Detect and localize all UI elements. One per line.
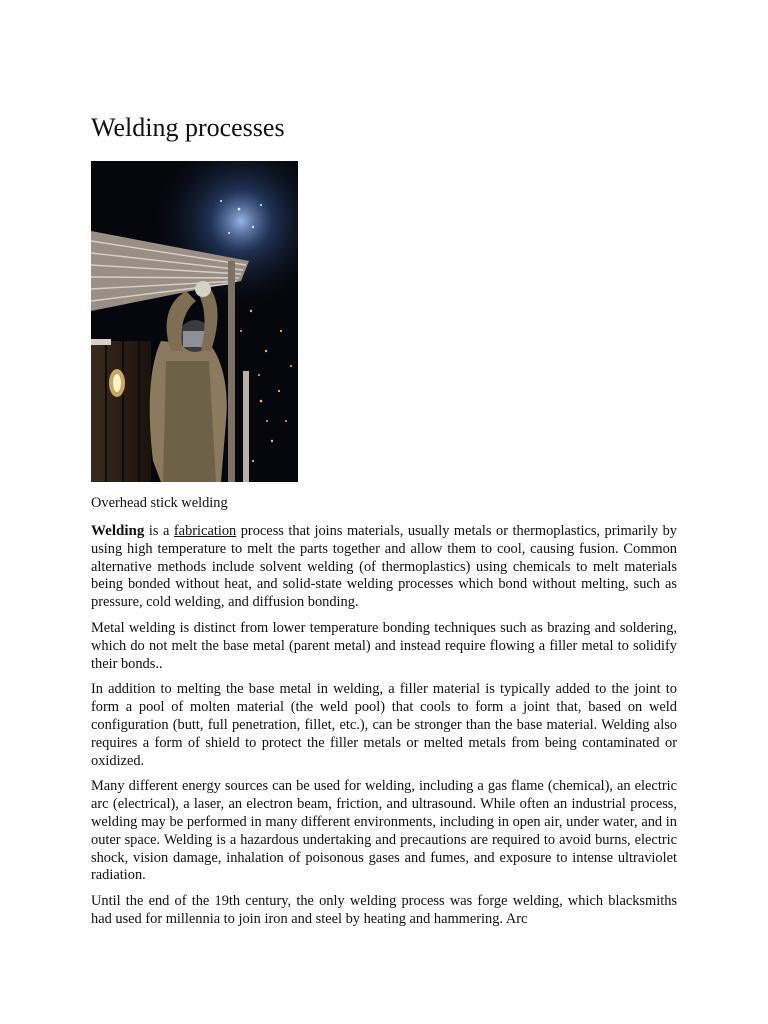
article-body bbox=[91, 523, 677, 937]
inline-text: is a bbox=[144, 523, 174, 539]
page-title: Welding processes bbox=[91, 113, 285, 142]
welder-photo-illustration bbox=[91, 161, 298, 482]
bold-term: Welding bbox=[91, 523, 145, 539]
fabrication-link[interactable]: fabrication bbox=[173, 523, 237, 539]
welder-photo bbox=[91, 161, 298, 482]
paragraph: Many different energy sources can be used for welding, including a gas flame (chemical), an electric arc (electrical), a laser, an electron beam, friction, and ultrasound. While often an industrial process, welding may be performed in many different environments, including in open air, under water, and in outer space. Welding is a hazardous undertaking and precautions are required to avoid burns, electric shock, vision damage, inhalation of poisonous gases and fumes, and exposure to intense ultraviolet radiation. bbox=[91, 778, 677, 884]
paragraph: Until the end of the 19th century, the only welding process was forge welding, which blacksmiths had used for millennia to join iron and steel by heating and hammering. Arc bbox=[91, 893, 677, 927]
inline-text: process that joins materials, usually metals or thermoplastics, primarily by using high temperature to melt the parts together and allow them to cool, causing fusion. Common alternative methods include solvent welding (of thermoplastics) using chemicals to melt materials being bonded without heat, and solid-state welding processes which bond without melting, such as pressure, cold welding, and diffusion bonding. bbox=[91, 523, 677, 611]
paragraph bbox=[91, 523, 677, 612]
image-caption: Overhead stick welding bbox=[91, 495, 228, 511]
paragraph: Metal welding is distinct from lower temperature bonding techniques such as brazing and soldering, which do not melt the base metal (parent metal) and instead require flowing a filler metal to solidify their bonds.. bbox=[91, 619, 677, 672]
paragraph: In addition to melting the base metal in welding, a filler material is typically added to the joint to form a pool of molten material (the weld pool) that cools to form a joint that, based on weld configuration (butt, full penetration, fillet, etc.), can be stronger than the base material. Welding also requires a form of shield to protect the filler metals or melted metals from being contaminated or oxidized. bbox=[91, 681, 677, 769]
